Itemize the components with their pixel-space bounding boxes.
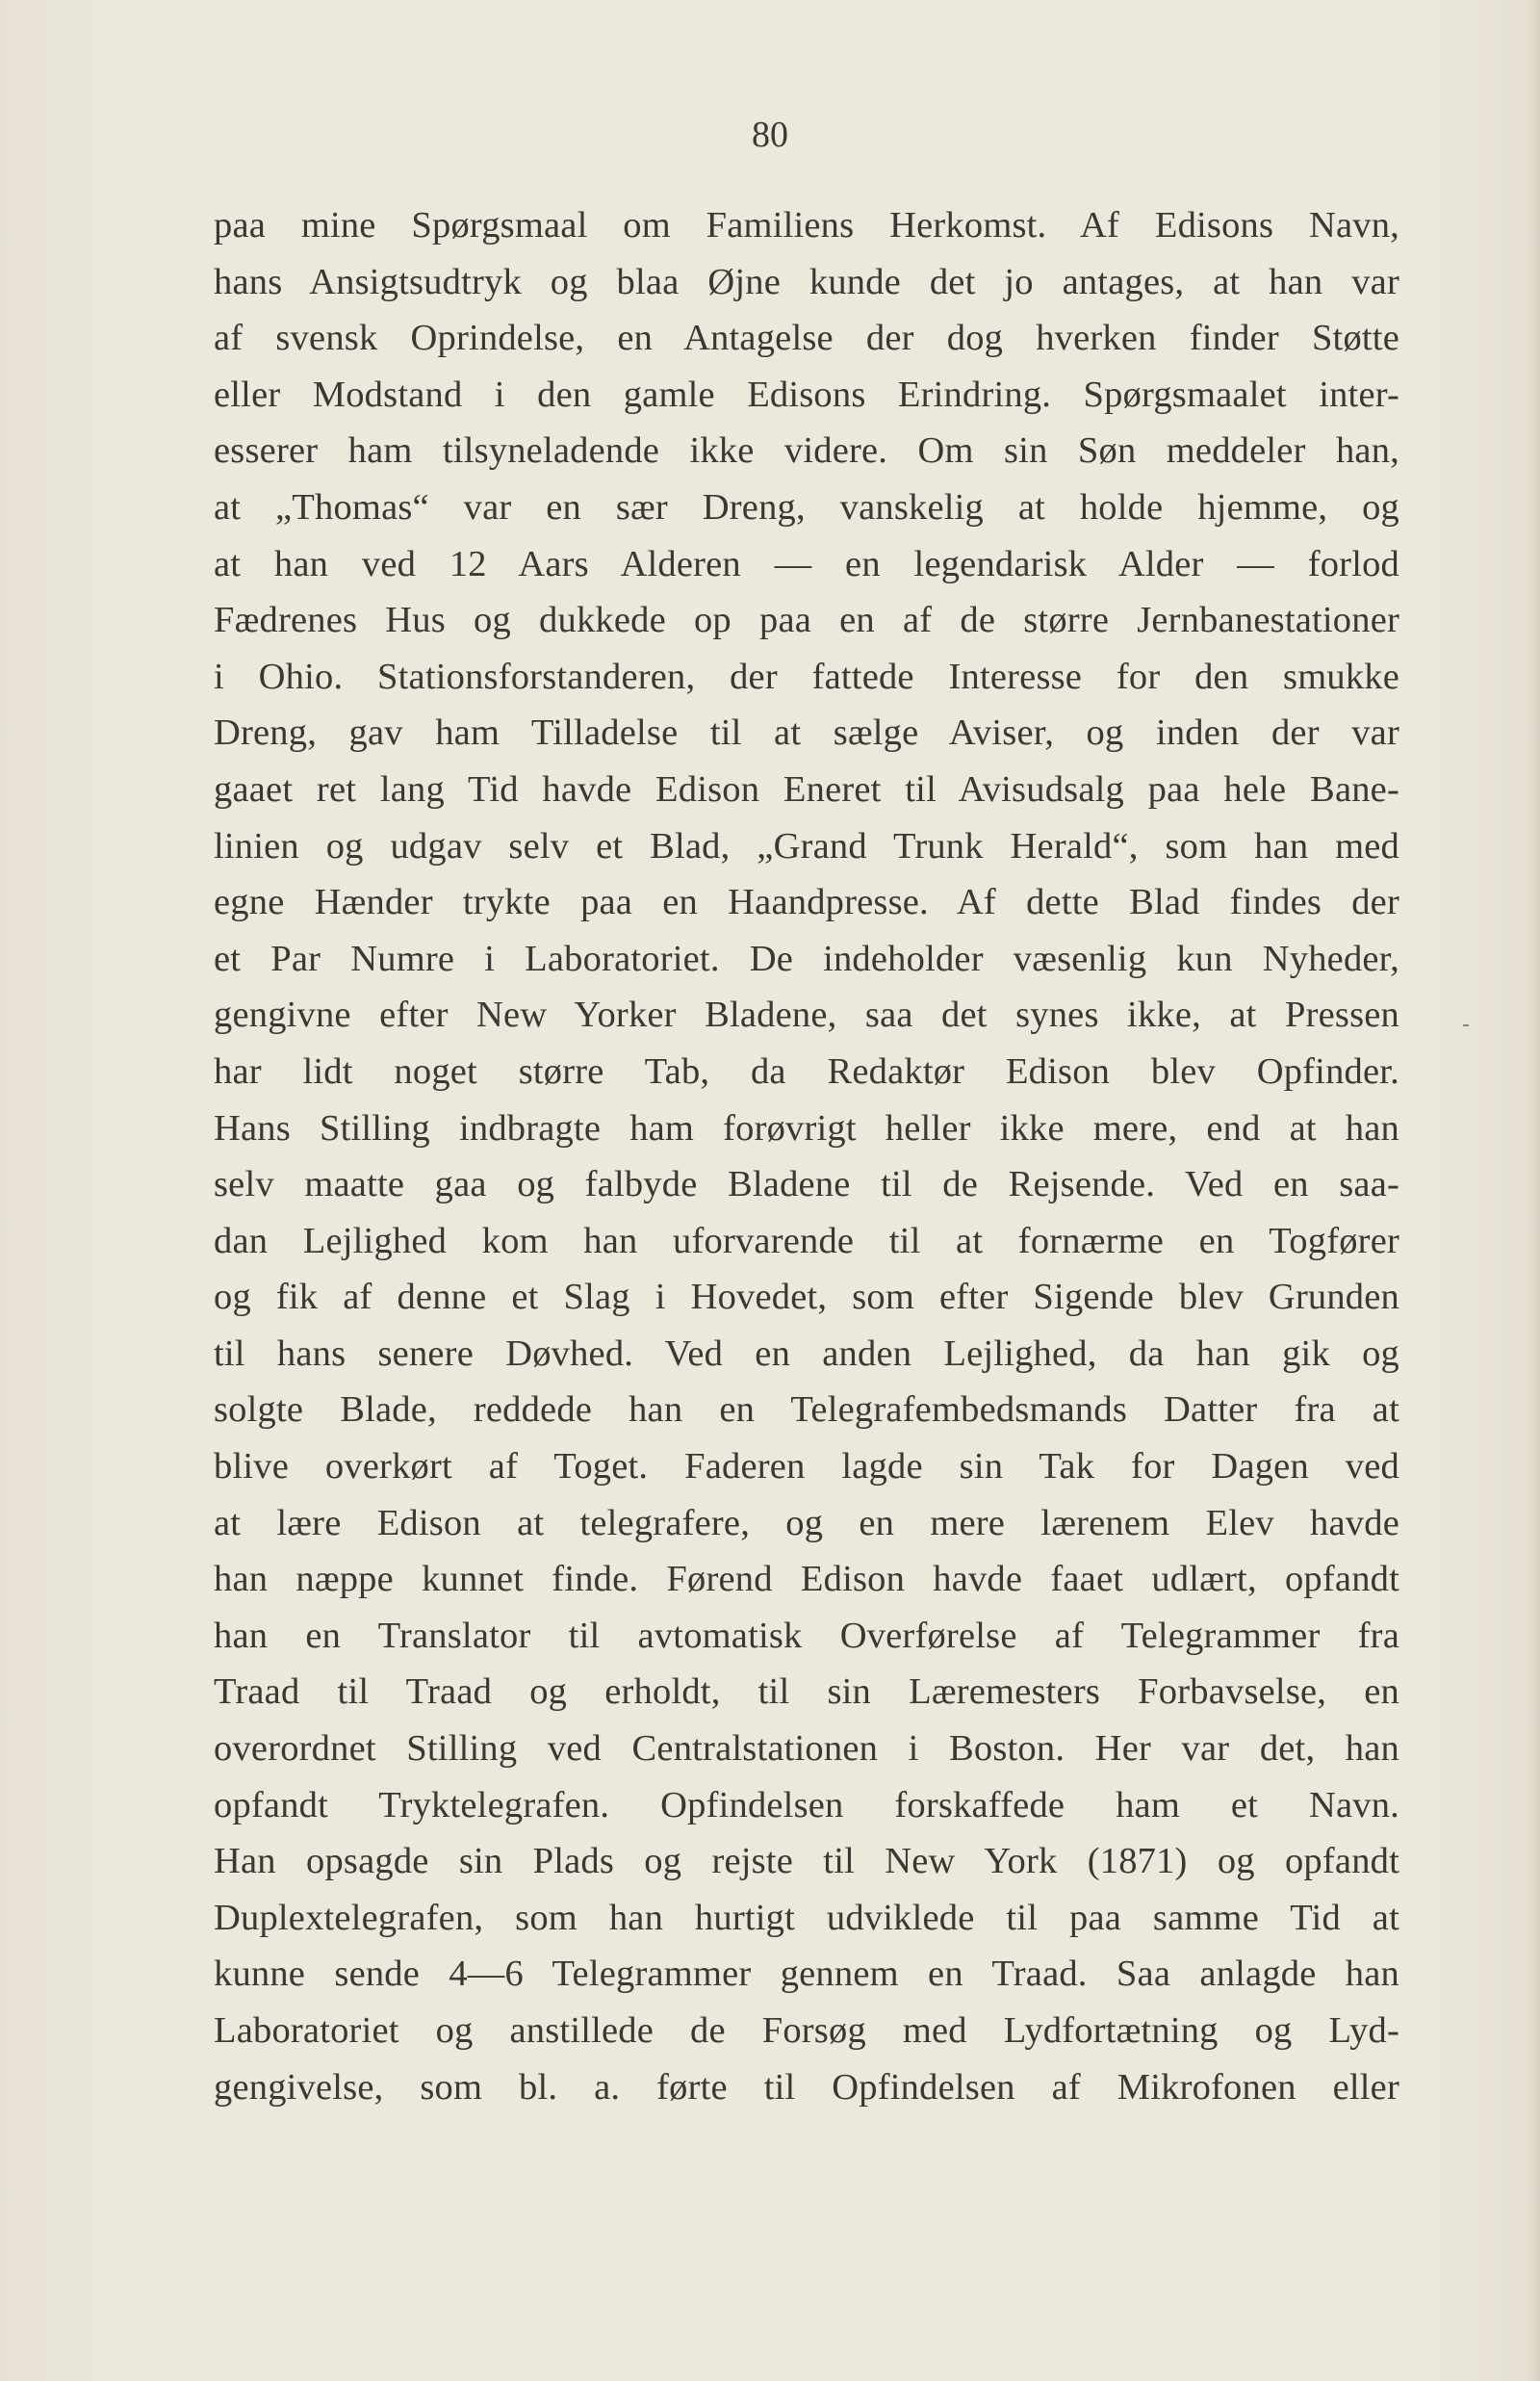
text-line: Traad til Traad og erholdt, til sin Læremesters Forbavselse, en <box>214 1671 1399 1713</box>
text-line: Laboratoriet og anstillede de Forsøg med Lydfortætning og Lyd- <box>214 2010 1399 2051</box>
text-line: esserer ham tilsyneladende ikke videre. Om sin Søn meddeler han, <box>214 430 1399 472</box>
text-line: egne Hænder trykte paa en Haandpresse. Af dette Blad findes der <box>214 882 1399 923</box>
text-line: Han opsagde sin Plads og rejste til New York (1871) og opfandt <box>214 1841 1399 1882</box>
text-line: Hans Stilling indbragte ham forøvrigt heller ikke mere, end at han <box>214 1107 1399 1149</box>
text-line: han en Translator til avtomatisk Overførelse af Telegrammer fra <box>214 1615 1399 1656</box>
body-text <box>214 204 1399 2122</box>
text-line: han næppe kunnet finde. Førend Edison havde faaet udlært, opfandt <box>214 1559 1399 1600</box>
text-line: blive overkørt af Toget. Faderen lagde sin Tak for Dagen ved <box>214 1446 1399 1488</box>
text-line: og fik af denne et Slag i Hovedet, som efter Sigende blev Grunden <box>214 1277 1399 1318</box>
text-line: eller Modstand i den gamle Edisons Erindring. Spørgsmaalet inter- <box>214 374 1399 415</box>
text-line: dan Lejlighed kom han uforvarende til at fornærme en Togfører <box>214 1220 1399 1261</box>
text-line: gengivelse, som bl. a. førte til Opfindelsen af Mikrofonen eller <box>214 2066 1399 2108</box>
text-line: har lidt noget større Tab, da Redaktør Edison blev Opfinder. <box>214 1050 1399 1092</box>
text-line: at lære Edison at telegrafere, og en mere lærenem Elev havde <box>214 1502 1399 1543</box>
text-line: et Par Numre i Laboratoriet. De indeholder væsenlig kun Nyheder, <box>214 938 1399 979</box>
text-line: gengivne efter New Yorker Bladene, saa det synes ikke, at Pressen <box>214 995 1399 1036</box>
text-line: opfandt Tryktelegrafen. Opfindelsen forskaffede ham et Navn. <box>214 1784 1399 1825</box>
text-line: at han ved 12 Aars Alderen — en legendarisk Alder — forlod <box>214 543 1399 584</box>
margin-mark <box>1463 1024 1469 1026</box>
text-line: solgte Blade, reddede han en Telegrafembedsmands Datter fra at <box>214 1389 1399 1431</box>
text-line: linien og udgav selv et Blad, „Grand Trunk Herald“, som han med <box>214 825 1399 867</box>
text-line: Duplextelegrafen, som han hurtigt udviklede til paa samme Tid at <box>214 1897 1399 1938</box>
text-line: i Ohio. Stationsforstanderen, der fattede Interesse for den smukke <box>214 656 1399 697</box>
page-number: 80 <box>752 115 788 155</box>
text-line: Fædrenes Hus og dukkede op paa en af de større Jernbanestationer <box>214 600 1399 641</box>
text-line: at „Thomas“ var en sær Dreng, vanskelig at holde hjemme, og <box>214 486 1399 528</box>
text-line: gaaet ret lang Tid havde Edison Eneret til Avisudsalg paa hele Bane- <box>214 768 1399 810</box>
text-line: overordnet Stilling ved Centralstationen i Boston. Her var det, han <box>214 1728 1399 1770</box>
text-line: Dreng, gav ham Tilladelse til at sælge Aviser, og inden der var <box>214 712 1399 754</box>
text-line: selv maatte gaa og falbyde Bladene til de Rejsende. Ved en saa- <box>214 1164 1399 1205</box>
page-edge-shadow <box>1527 0 1540 2381</box>
text-line: til hans senere Døvhed. Ved en anden Lejlighed, da han gik og <box>214 1333 1399 1374</box>
text-line: af svensk Oprindelse, en Antagelse der dog hverken finder Støtte <box>214 318 1399 359</box>
text-line: hans Ansigtsudtryk og blaa Øjne kunde det jo antages, at han var <box>214 261 1399 302</box>
text-line: kunne sende 4—6 Telegrammer gennem en Traad. Saa anlagde han <box>214 1954 1399 1995</box>
text-line: paa mine Spørgsmaal om Familiens Herkomst. Af Edisons Navn, <box>214 205 1399 246</box>
